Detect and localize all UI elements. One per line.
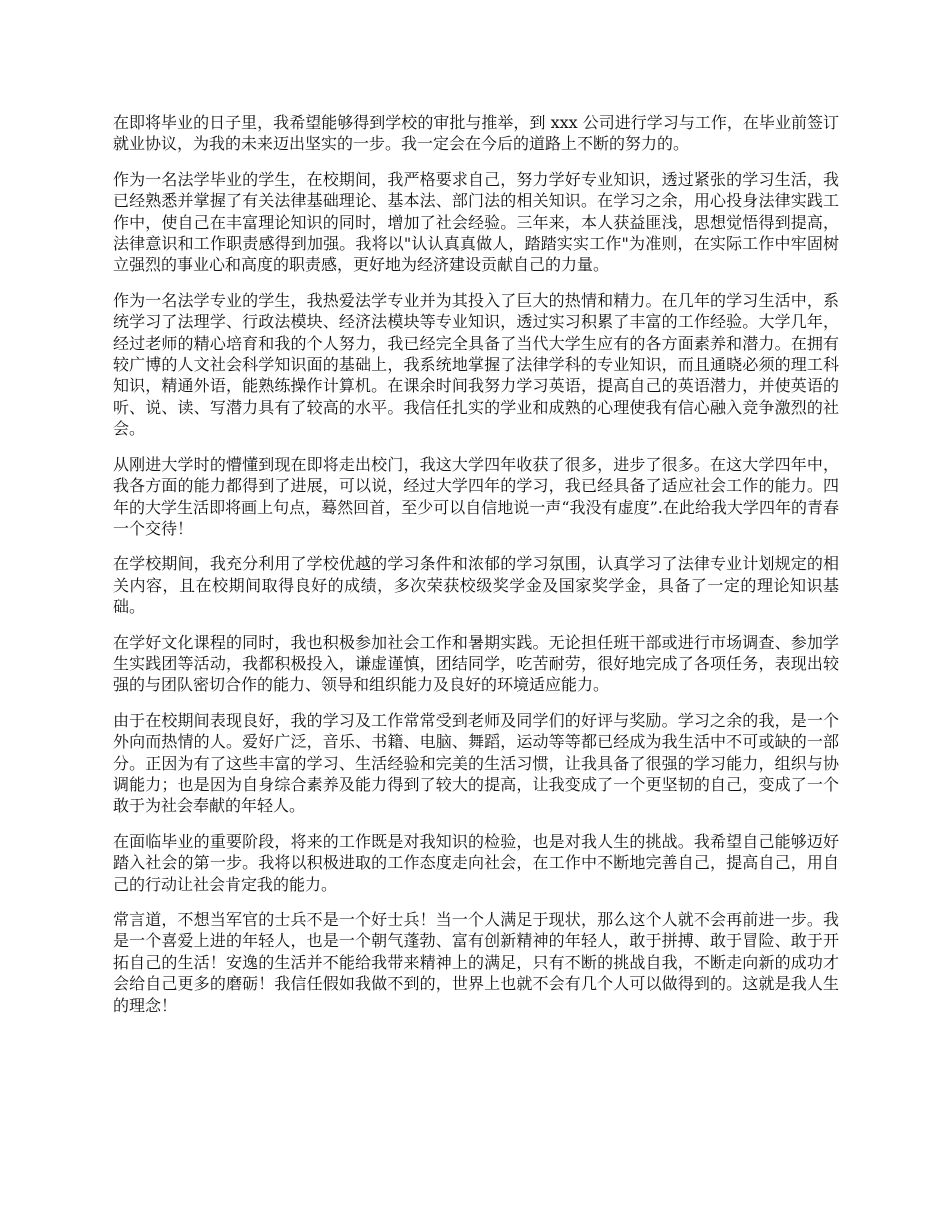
- paragraph-4: 从刚进大学时的懵懂到现在即将走出校门，我这大学四年收获了很多，进步了很多。在这大学四年中，我各方面的能力都得到了进展，可以说，经过大学四年的学习，我已经具备了适应社会工作的能力。四年的大学生活即将画上句点，蓦然回首，至少可以自信地说一声“我没有虚度”.在此给我大学四年的青春一个交待！: [113, 454, 839, 538]
- paragraph-3: 作为一名法学专业的学生，我热爱法学专业并为其投入了巨大的热情和精力。在几年的学习生活中，系统学习了法理学、行政法模块、经济法模块等专业知识，透过实习积累了丰富的工作经验。大学几年，经过老师的精心培育和我的个人努力，我已经完全具备了当代大学生应有的各方面素养和潜力。在拥有较广博的人文社会科学知识面的基础上，我系统地掌握了法律学科的专业知识，而且通晓必须的理工科知识，精通外语，能熟练操作计算机。在课余时间我努力学习英语，提高自己的英语潜力，并使英语的听、说、读、写潜力具有了较高的水平。我信任扎实的学业和成熟的心理使我有信心融入竞争激烈的社会。: [113, 290, 839, 439]
- paragraph-9: 常言道，不想当军官的士兵不是一个好士兵！当一个人满足于现状，那么这个人就不会再前进一步。我是一个喜爱上进的年轻人，也是一个朝气蓬勃、富有创新精神的年轻人，敢于拼搏、敢于冒险、敢于开拓自己的生活！安逸的生活并不能给我带来精神上的满足，只有不断的挑战自我，不断走向新的成功才会给自己更多的磨砺！我信任假如我做不到的，世界上也就不会有几个人可以做得到的。这就是我人生的理念！: [113, 910, 839, 1015]
- document-body: [113, 112, 839, 1030]
- paragraph-2: 作为一名法学毕业的学生，在校期间，我严格要求自己，努力学好专业知识，透过紧张的学习生活，我已经熟悉并掌握了有关法律基础理论、基本法、部门法的相关知识。在学习之余，用心投身法律实践工作中，使自己在丰富理论知识的同时，增加了社会经验。三年来，本人获益匪浅，思想觉悟得到提高，法律意识和工作职责感得到加强。我将以"认认真真做人，踏踏实实工作"为准则，在实际工作中牢固树立强烈的事业心和高度的职责感，更好地为经济建设贡献自己的力量。: [113, 169, 839, 275]
- paragraph-8: 在面临毕业的重要阶段，将来的工作既是对我知识的检验，也是对我人生的挑战。我希望自己能够迈好踏入社会的第一步。我将以积极进取的工作态度走向社会，在工作中不断地完善自己，提高自己，用自己的行动让社会肯定我的能力。: [113, 831, 839, 894]
- paragraph-1: 在即将毕业的日子里，我希望能够得到学校的审批与推举，到 xxx 公司进行学习与工作，在毕业前签订就业协议，为我的未来迈出坚实的一步。我一定会在今后的道路上不断的努力的。: [113, 113, 839, 154]
- paragraph-6: 在学好文化课程的同时，我也积极参加社会工作和暑期实践。无论担任班干部或进行市场调查、参加学生实践团等活动，我都积极投入，谦虚谨慎，团结同学，吃苦耐劳，很好地完成了各项任务，表现出较强的与团队密切合作的能力、领导和组织能力及良好的环境适应能力。: [113, 632, 839, 695]
- paragraph-7: 由于在校期间表现良好，我的学习及工作常常受到老师及同学们的好评与奖励。学习之余的我，是一个外向而热情的人。爱好广泛，音乐、书籍、电脑、舞蹈，运动等等都已经成为我生活中不可或缺的一部分。正因为有了这些丰富的学习、生活经验和完美的生活习惯，让我具备了很强的学习能力，组织与协调能力；也是因为自身综合素养及能力得到了较大的提高，让我变成了一个更坚韧的自己，变成了一个敢于为社会奉献的年轻人。: [113, 710, 839, 816]
- paragraph-5: 在学校期间，我充分利用了学校优越的学习条件和浓郁的学习氛围，认真学习了法律专业计划规定的相关内容，且在校期间取得良好的成绩，多次荣获校级奖学金及国家奖学金，具备了一定的理论知识基础。: [113, 554, 839, 617]
